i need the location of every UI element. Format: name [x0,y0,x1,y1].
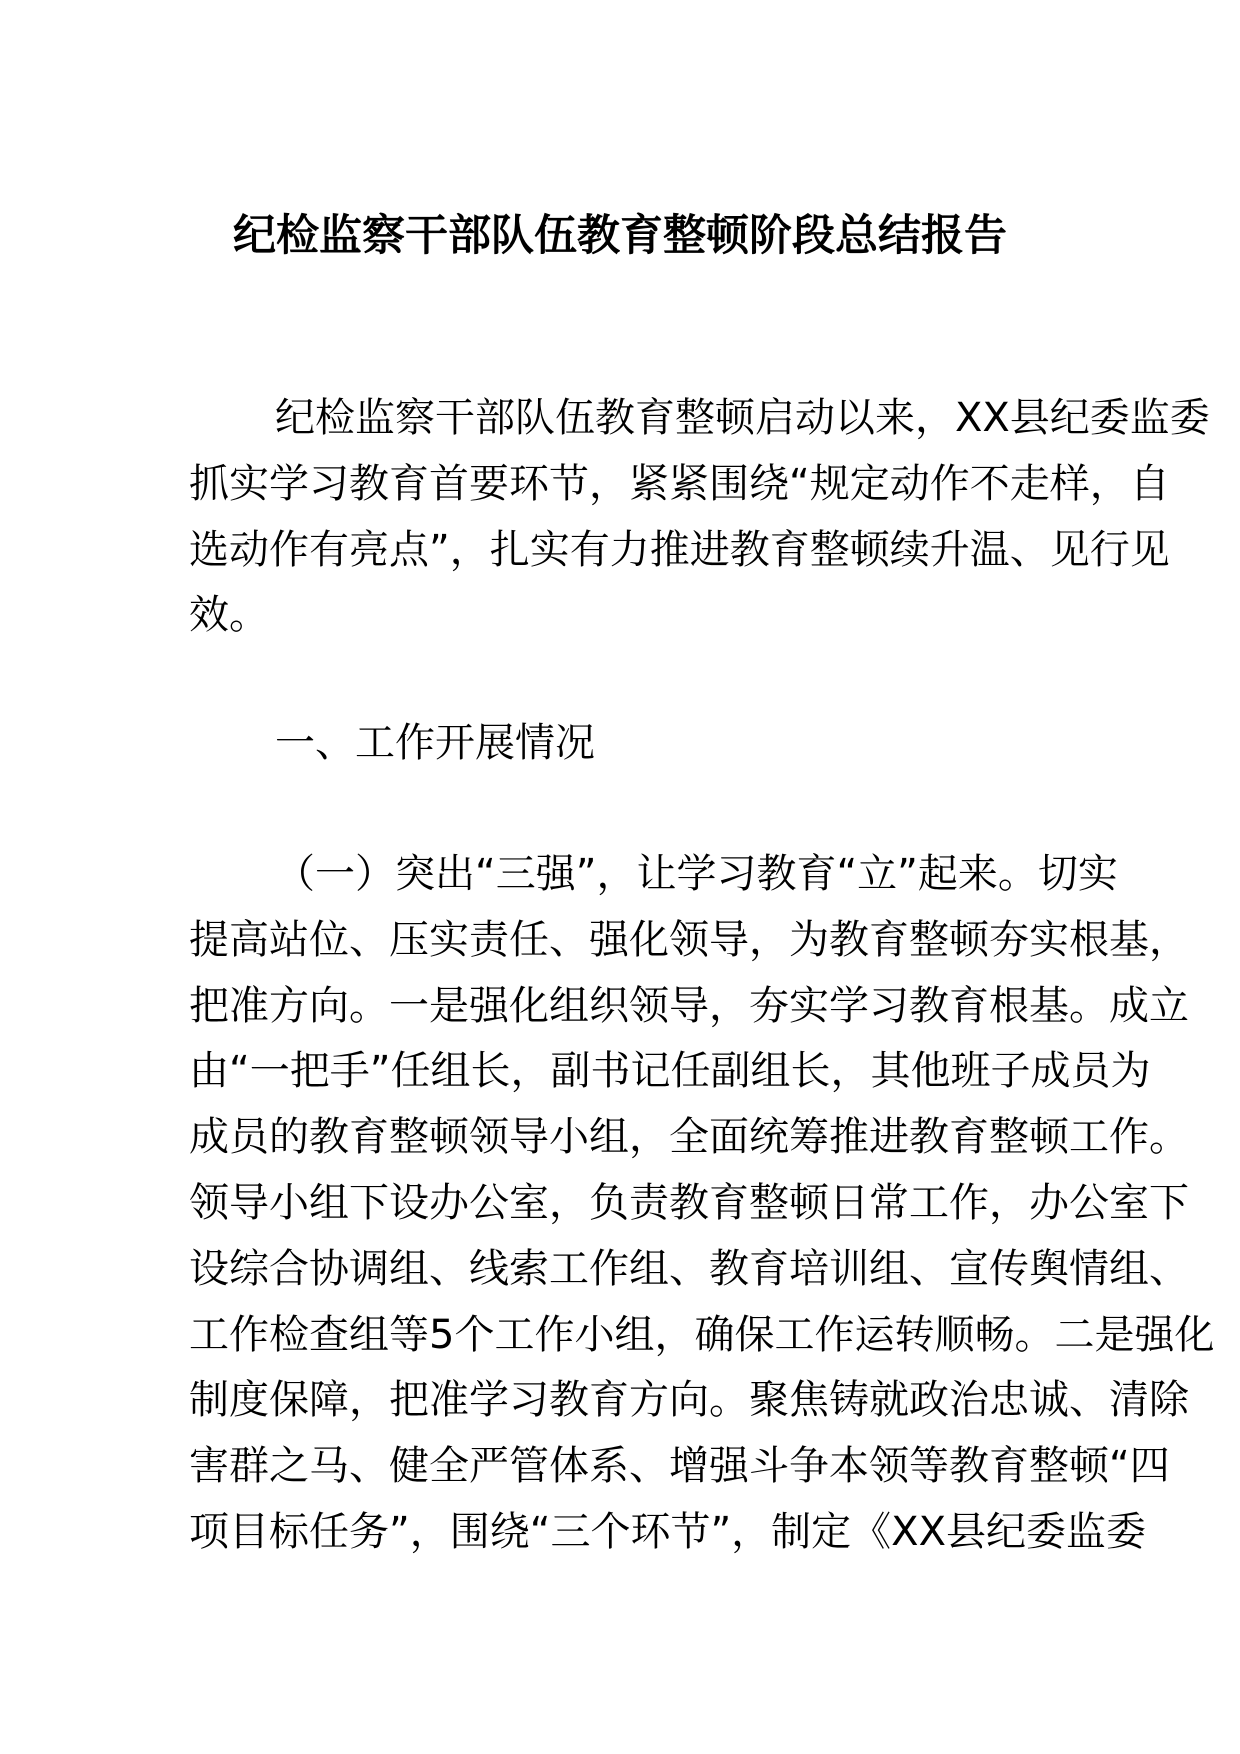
text-line: 领导小组下设办公室，负责教育整顿日常工作，办公室下 [189,1179,1189,1226]
text-line: 工作检查组等5个工作小组，确保工作运转顺畅。二是强化 [189,1311,1215,1358]
text-line: 由“一把手”任组长，副书记任副组长，其他班子成员为 [189,1048,1151,1095]
text-line: 抓实学习教育首要环节，紧紧围绕“规定动作不走样，自 [189,460,1170,507]
text-line: 纪检监察干部队伍教育整顿启动以来，XX县纪委监委 [275,395,1210,441]
text-line: 制度保障，把准学习教育方向。聚焦铸就政治忠诚、清除 [189,1377,1189,1424]
text-line: 把准方向。一是强化组织领导，夯实学习教育根基。成立 [189,982,1189,1029]
text-line: 项目标任务”，围绕“三个环节”，制定《XX县纪委监委 [189,1508,1146,1555]
intro-paragraph [189,386,1210,649]
subsection-paragraph [189,842,1215,1566]
text-line: 效。 [189,592,269,639]
text-line: 成员的教育整顿领导小组，全面统筹推进教育整顿工作。 [189,1114,1189,1161]
section-heading-text: 一、工作开展情况 [275,720,595,766]
section-heading [189,711,1057,777]
text-line: 害群之马、健全严管体系、增强斗争本领等教育整顿“四 [189,1443,1170,1490]
text-line: 提高站位、压实责任、强化领导，为教育整顿夯实根基， [189,916,1189,963]
text-line: 选动作有亮点”，扎实有力推进教育整顿续升温、见行见 [189,526,1170,573]
document-title: 纪检监察干部队伍教育整顿阶段总结报告 [233,211,1007,261]
text-line: （一）突出“三强”，让学习教育“立”起来。切实 [275,851,1118,897]
text-line: 设综合协调组、线索工作组、教育培训组、宣传舆情组、 [189,1245,1189,1292]
